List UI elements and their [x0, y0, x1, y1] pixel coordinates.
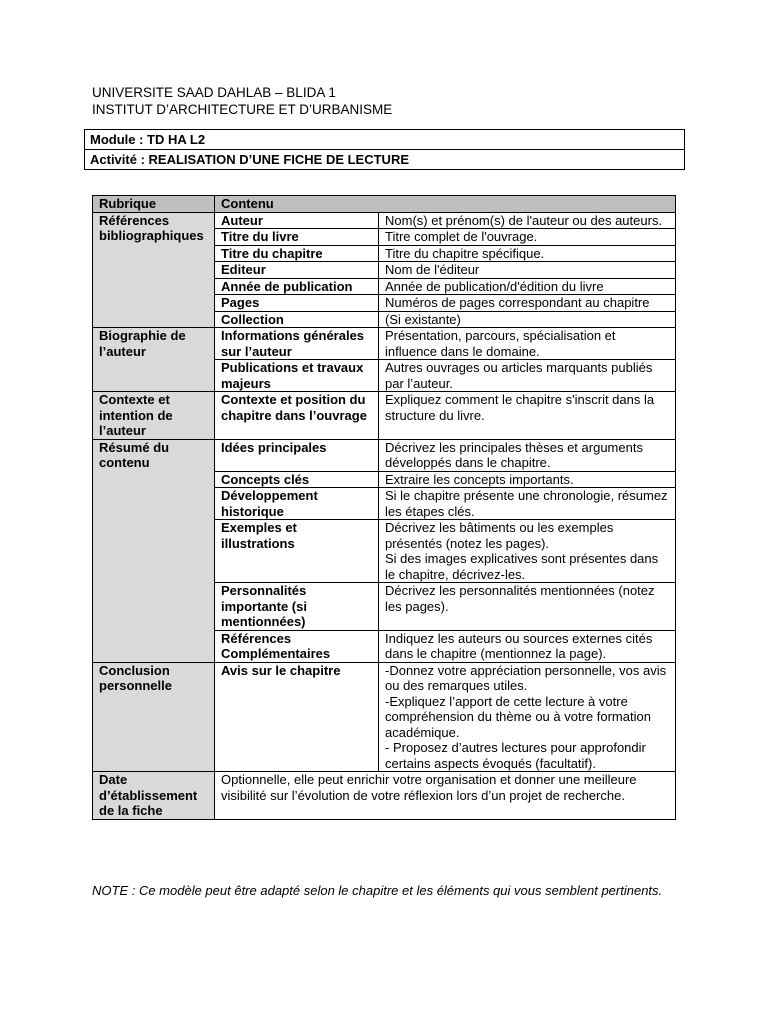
description-cell [379, 392, 676, 440]
rubrique-cell: Contexte et intention de l’auteur [93, 392, 215, 440]
item-cell: Contexte et position du chapitre dans l’ouvrage [215, 392, 379, 440]
table-row [93, 392, 676, 440]
institute-name: INSTITUT D’ARCHITECTURE ET D’URBANISME [92, 102, 393, 117]
column-header-rubrique: Rubrique [93, 196, 215, 213]
item-cell: Année de publication [215, 278, 379, 295]
document-header [92, 84, 392, 118]
description-text: Expliquez comment le chapitre s'inscrit dans la structure du livre. [385, 392, 655, 423]
description-cell [379, 439, 676, 471]
rubrique-cell: Biographie de l’auteur [93, 328, 215, 392]
description-cell [379, 311, 676, 328]
description-cell [379, 328, 676, 360]
description-text: Numéros de pages correspondant au chapitre [385, 295, 650, 310]
item-cell: Collection [215, 311, 379, 328]
rubrique-cell: Date d’établissement de la fiche [93, 772, 215, 820]
reading-sheet-table [92, 195, 676, 820]
description-text: Si des images explicatives sont présentes dans le chapitre, décrivez-les. [385, 551, 659, 582]
description-text: -Expliquez l’apport de cette lecture à votre compréhension du thème ou à votre formation académique. [385, 693, 651, 740]
description-cell: Optionnelle, elle peut enrichir votre organisation et donner une meilleure visibilité sur l’évolution de votre réflexion lors d’un projet de recherche. [215, 772, 676, 820]
rubrique-cell: Références bibliographiques [93, 212, 215, 328]
module-box [84, 129, 685, 170]
table-row [93, 212, 676, 229]
item-cell: Personnalités importante (si mentionnées) [215, 583, 379, 631]
module-title: Module : TD HA L2 [90, 132, 206, 147]
description-cell [379, 212, 676, 229]
description-text: Si le chapitre présente une chronologie, résumez les étapes clés. [385, 488, 668, 519]
item-cell: Editeur [215, 262, 379, 279]
description-cell [379, 278, 676, 295]
description-text: Titre du chapitre spécifique. [385, 245, 545, 261]
description-text: Décrivez les personnalités mentionnées (notez les pages). [385, 583, 655, 614]
description-text: Indiquez les auteurs ou sources externes cités dans le chapitre (mentionnez la page). [385, 630, 653, 661]
description-text: Année de publication/d'édition du livre [385, 278, 604, 294]
item-cell: Avis sur le chapitre [215, 662, 379, 772]
university-name: UNIVERSITE SAAD DAHLAB – BLIDA 1 [92, 85, 336, 100]
item-cell: Concepts clés [215, 471, 379, 488]
footnote: NOTE : Ce modèle peut être adapté selon le chapitre et les éléments qui vous semblent pertinents. [92, 883, 663, 898]
rubrique-cell: Résumé du contenu [93, 439, 215, 662]
description-cell [379, 583, 676, 631]
table-row-date [93, 772, 676, 820]
item-cell: Idées principales [215, 439, 379, 471]
description-cell [379, 488, 676, 520]
description-text: Décrivez les principales thèses et arguments développés dans le chapitre. [385, 439, 643, 470]
description-text: Nom(s) et prénom(s) de l'auteur ou des auteurs. [385, 212, 663, 228]
item-cell: Pages [215, 295, 379, 312]
description-text: - Proposez d’autres lectures pour approfondir certains aspects évoqués (facultatif). [385, 740, 646, 771]
item-cell: Exemples et illustrations [215, 520, 379, 583]
item-cell: Références Complémentaires [215, 630, 379, 662]
description-cell [379, 520, 676, 583]
item-cell: Publications et travaux majeurs [215, 360, 379, 392]
description-cell [379, 245, 676, 262]
rubrique-cell: Conclusion personnelle [93, 662, 215, 772]
description-cell [379, 662, 676, 772]
description-cell [379, 471, 676, 488]
table-row [93, 328, 676, 360]
item-cell: Développement historique [215, 488, 379, 520]
description-text: Autres ouvrages ou articles marquants publiés par l’auteur. [385, 360, 653, 391]
description-cell [379, 229, 676, 246]
item-cell: Informations générales sur l’auteur [215, 328, 379, 360]
description-text: -Donnez votre appréciation personnelle, vos avis ou des remarques utiles. [385, 662, 667, 693]
table-row [93, 662, 676, 772]
item-cell: Auteur [215, 212, 379, 229]
activity-title: Activité : REALISATION D’UNE FICHE DE LECTURE [85, 149, 684, 169]
description-cell [379, 630, 676, 662]
description-text: Extraire les concepts importants. [385, 471, 574, 487]
column-header-contenu: Contenu [215, 196, 676, 213]
description-text: Présentation, parcours, spécialisation et influence dans le domaine. [385, 328, 616, 359]
item-cell: Titre du livre [215, 229, 379, 246]
description-cell [379, 360, 676, 392]
description-cell [379, 262, 676, 279]
table-row [93, 439, 676, 471]
description-cell [379, 295, 676, 312]
description-text: Titre complet de l'ouvrage. [385, 229, 538, 244]
table-header-row [93, 196, 676, 213]
item-cell: Titre du chapitre [215, 245, 379, 262]
description-text: Nom de l'éditeur [385, 262, 480, 277]
description-text: Décrivez les bâtiments ou les exemples présentés (notez les pages). [385, 520, 614, 551]
description-text: (Si existante) [385, 311, 461, 327]
